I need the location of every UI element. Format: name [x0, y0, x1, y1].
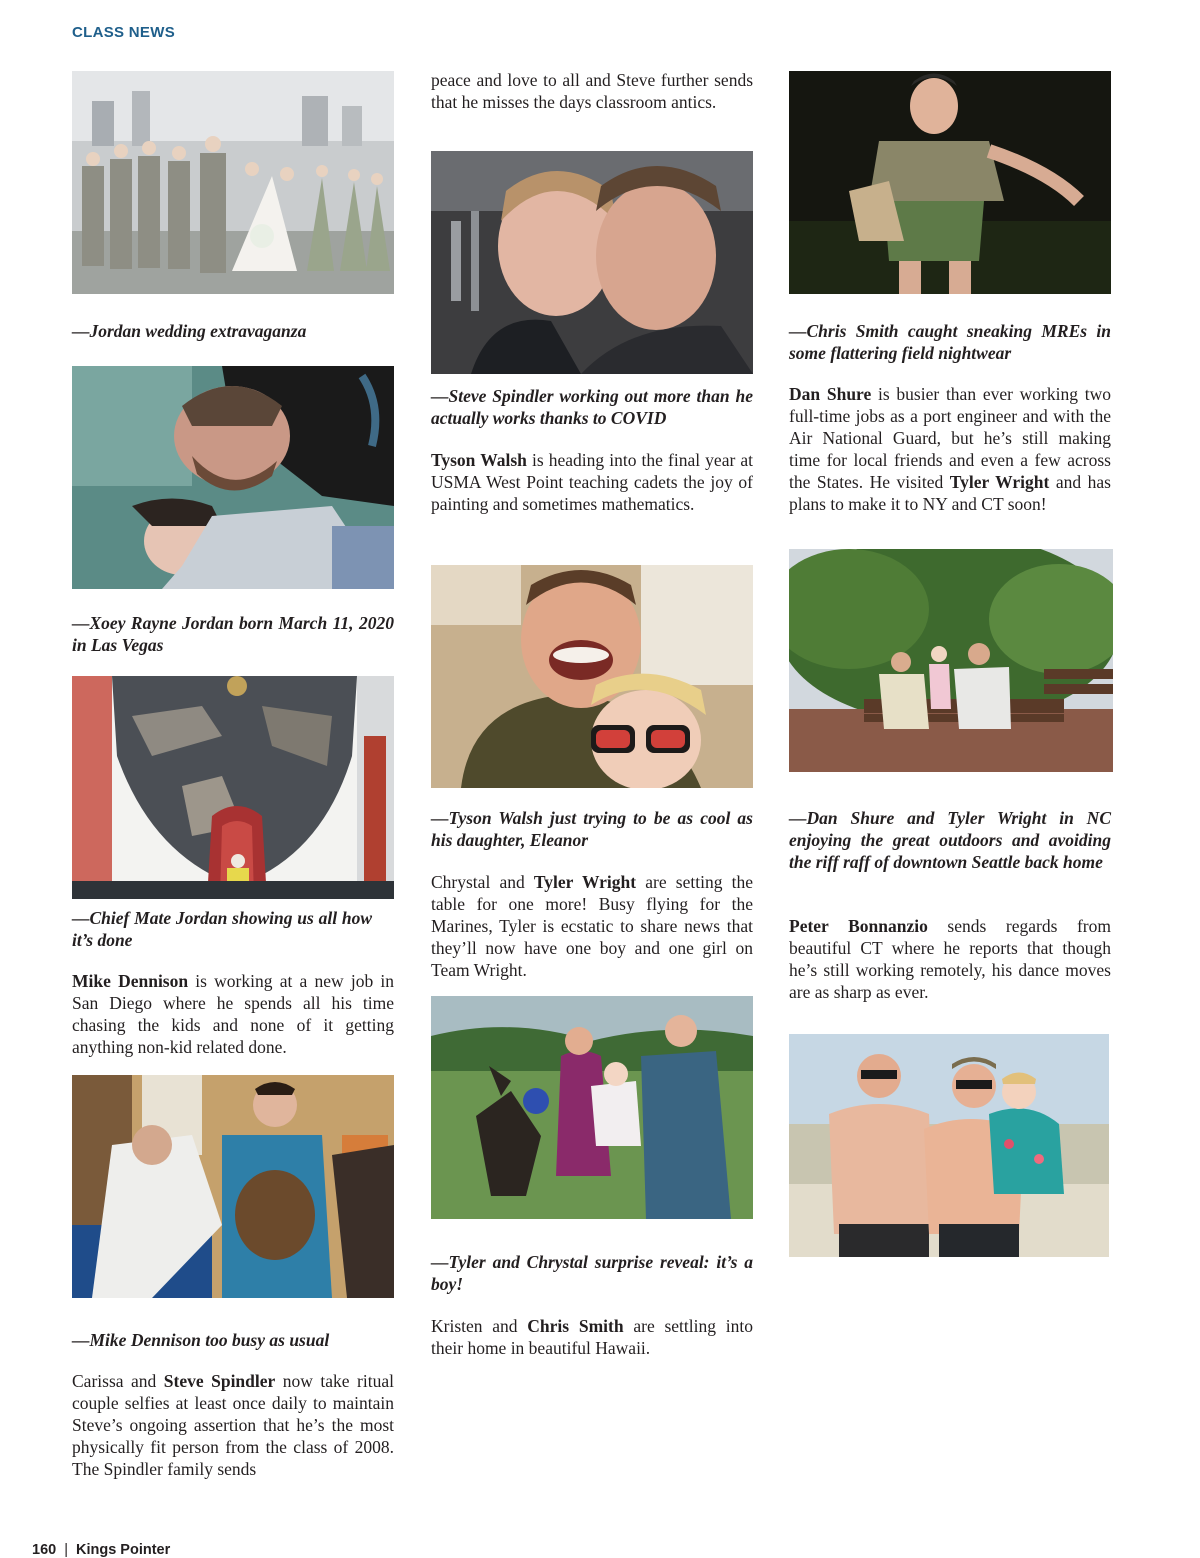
name-tyler-wright-2: Tyler Wright	[949, 472, 1050, 492]
paragraph-dan-shure: Dan Shure is busier than ever working two full-time jobs as a port engineer and with the Air National Guard, but he’s still making time for local friends and even a few across the States. He visited Tyler Wright and has plans to make it to NY and CT soon!	[789, 384, 1111, 514]
caption-tyson: —Tyson Walsh just trying to be as cool as his daughter, Eleanor	[431, 808, 753, 850]
paragraph-chris-smith: Kristen and Chris Smith are settling into their home in beautiful Hawaii.	[431, 1316, 753, 1358]
photo-tyson-walsh	[431, 565, 753, 788]
paragraph-peter-bonnanzio: Peter Bonnanzio sends regards from beautiful CT where he reports that though he’s still working remotely, his dance moves are as sharp as ever.	[789, 916, 1111, 1002]
paragraph-mike-dennison: Mike Dennison is working at a new job in San Diego where he spends all his time chasing the kids and none of it getting anything non-kid related done.	[72, 971, 395, 1057]
caption-xoey: —Xoey Rayne Jordan born March 11, 2020 in Las Vegas	[72, 613, 394, 655]
footer-separator: |	[64, 1542, 68, 1558]
name-mike-dennison: Mike Dennison	[72, 971, 189, 991]
photo-chief-mate-ship	[72, 676, 394, 899]
name-steve-spindler: Steve Spindler	[163, 1371, 276, 1391]
photo-spindler-selfie	[431, 151, 753, 374]
photo-beach	[789, 1034, 1109, 1257]
caption-chief-mate: —Chief Mate Jordan showing us all how it’s done	[72, 908, 372, 950]
photo-jordan-wedding	[72, 71, 394, 294]
name-chris-smith: Chris Smith	[527, 1316, 624, 1336]
caption-shure-wright: —Dan Shure and Tyler Wright in NC enjoying the great outdoors and avoiding the riff raff of downtown Seattle back home	[789, 808, 1111, 872]
caption-dennison: —Mike Dennison too busy as usual	[72, 1330, 330, 1350]
paragraph-steve-spindler: Carissa and Steve Spindler now take ritual couple selfies at least once daily to maintain Steve’s ongoing assertion that he’s the most physically fit person from the class of 2008. The Spindler family sends	[72, 1371, 394, 1479]
section-label: CLASS NEWS	[72, 24, 176, 41]
photo-wright-reveal	[431, 996, 753, 1219]
page-number: 160	[32, 1542, 57, 1558]
name-tyler-wright: Tyler Wright	[533, 872, 637, 892]
caption-chris-smith: —Chris Smith caught sneaking MREs in some flattering field nightwear	[789, 321, 1111, 363]
photo-xoey-newborn	[72, 366, 394, 589]
photo-mike-dennison	[72, 1075, 394, 1298]
page-footer	[32, 1542, 170, 1558]
caption-wright-reveal: —Tyler and Chrystal surprise reveal: it’s a boy!	[431, 1252, 753, 1294]
paragraph-tyson-walsh: Tyson Walsh is heading into the final year at USMA West Point teaching cadets the joy of painting and sometimes mathematics.	[431, 450, 754, 514]
caption-jordan-wedding: —Jordan wedding extravaganza	[72, 321, 307, 341]
name-peter-bonnanzio: Peter Bonnanzio	[789, 916, 928, 936]
photo-chris-smith-night	[789, 71, 1111, 294]
name-dan-shure: Dan Shure	[789, 384, 872, 404]
photo-shure-wright-nc	[789, 549, 1113, 772]
caption-spindler: —Steve Spindler working out more than he actually works thanks to COVID	[431, 386, 753, 428]
name-tyson-walsh: Tyson Walsh	[431, 450, 527, 470]
paragraph-spindler-continued: peace and love to all and Steve further sends that he misses the days classroom antics.	[431, 70, 753, 112]
paragraph-tyler-wright: Chrystal and Tyler Wright are setting the table for one more! Busy flying for the Marines, Tyler is ecstatic to share news that they’ll now have one boy and one girl on Team Wright.	[431, 872, 753, 980]
publication-name: Kings Pointer	[75, 1542, 171, 1558]
